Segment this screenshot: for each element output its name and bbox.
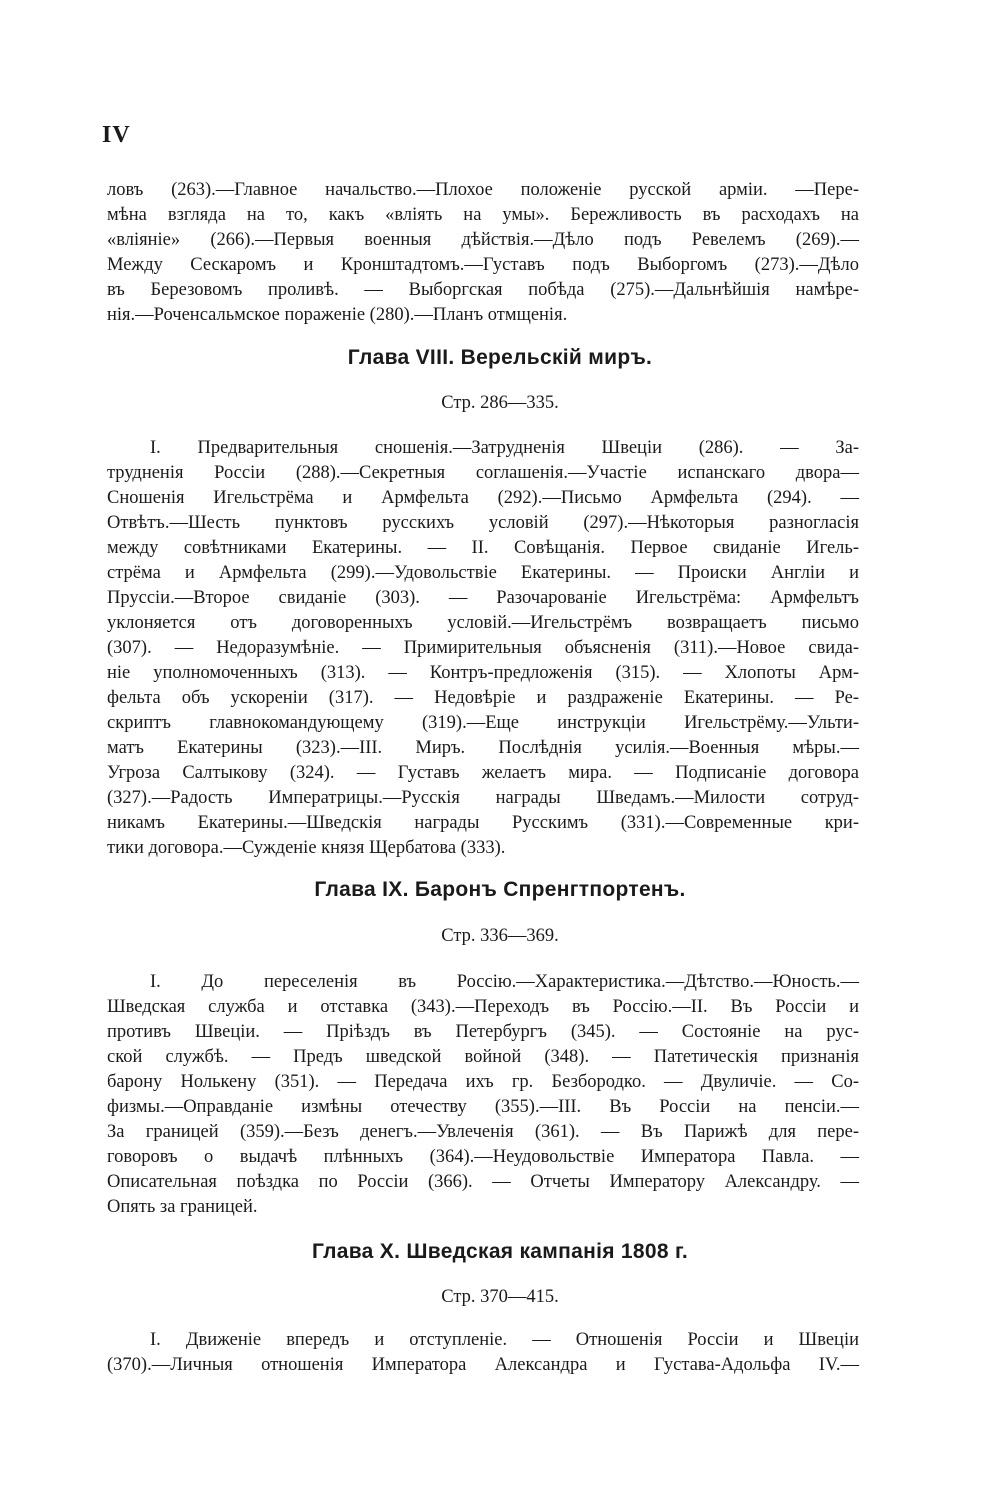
text-line: (307). — Недоразумѣніе. — Примирительныя объясненія (311).—Новое свида- <box>107 638 859 658</box>
text-line: (327).—Радость Императрицы.—Русскія награды Шведамъ.—Милости сотруд- <box>107 788 859 808</box>
text-line: въ Березовомъ проливѣ. — Выборгская побѣда (275).—Дальнѣйшія намѣре- <box>107 280 859 300</box>
text-line: матъ Екатерины (323).—III. Миръ. Послѣднія усилія.—Военныя мѣры.— <box>107 738 859 758</box>
text-line: Опять за границей. <box>107 1197 258 1217</box>
text-line: стрёма и Армфельта (299).—Удовольствіе Екатерины. — Происки Англіи и <box>107 563 859 583</box>
chapter-9-pages: Стр. 336—369. <box>441 926 559 946</box>
text-line: барону Нолькену (351). — Передача ихъ гр. Безбородко. — Двуличіе. — Со- <box>107 1072 859 1092</box>
text-line: физмы.—Оправданіе измѣны отечеству (355).—III. Въ Россіи на пенсіи.— <box>107 1097 859 1117</box>
text-line: тики договора.—Сужденіе князя Щербатова (333). <box>107 838 506 858</box>
text-line: говоровъ о выдачѣ плѣнныхъ (364).—Неудовольствіе Императора Павла. — <box>107 1147 859 1167</box>
text-line: I. Движеніе впередъ и отступленіе. — Отношенія Россіи и Швеціи <box>150 1330 859 1350</box>
chapter-8-heading: Глава VIII. Верельскій миръ. <box>347 346 653 369</box>
text-line: Шведская служба и отставка (343).—Переходъ въ Россію.—II. Въ Россіи и <box>107 997 859 1017</box>
text-line: уклоняется отъ договоренныхъ условій.—Игельстрёмъ возвращаетъ письмо <box>107 613 859 633</box>
text-line: Отвѣтъ.—Шесть пунктовъ русскихъ условій (297).—Нѣкоторыя разногласія <box>107 513 859 533</box>
text-line: Описательная поѣздка по Россіи (366). — Отчеты Императору Александру. — <box>107 1172 859 1192</box>
text-line: Сношенія Игельстрёма и Армфельта (292).—Письмо Армфельта (294). — <box>107 488 859 508</box>
text-line: между совѣтниками Екатерины. — II. Совѣщанія. Первое свиданіе Игель- <box>107 538 859 558</box>
text-line: (370).—Личныя отношенія Императора Александра и Густава-Адольфа IV.— <box>107 1355 859 1375</box>
text-line: I. До переселенія въ Россію.—Характеристика.—Дѣтство.—Юность.— <box>150 972 859 992</box>
text-line: «вліяніе» (266).—Первыя военныя дѣйствія.—Дѣло подъ Ревелемъ (269).— <box>107 230 859 250</box>
chapter-8-pages: Стр. 286—335. <box>441 393 559 413</box>
text-line: Между Сескаромъ и Кронштадтомъ.—Густавъ подъ Выборгомъ (273).—Дѣло <box>107 255 859 275</box>
text-line: нія.—Роченсальмское пораженіе (280).—Планъ отмщенія. <box>107 305 568 325</box>
text-line: противъ Швеціи. — Пріѣздъ въ Петербургъ (345). — Состояніе на рус- <box>107 1022 859 1042</box>
text-line: фельта объ ускореніи (317). — Недовѣріе и раздраженіе Екатерины. — Ре- <box>107 688 859 708</box>
text-line: Угроза Салтыкову (324). — Густавъ желаетъ мира. — Подписаніе договора <box>107 763 859 783</box>
page-number: IV <box>102 122 131 148</box>
text-line: ніе уполномоченныхъ (313). — Контръ-предложенія (315). — Хлопоты Арм- <box>107 663 859 683</box>
text-line: никамъ Екатерины.—Шведскія награды Русскимъ (331).—Современные кри- <box>107 813 859 833</box>
text-line: ской службѣ. — Предъ шведской войной (348). — Патетическія признанія <box>107 1047 859 1067</box>
chapter-9-heading: Глава IX. Баронъ Спренгтпортенъ. <box>314 878 686 901</box>
text-line: мѣна взгляда на то, какъ «влiять на умы». Бережливость въ расходахъ на <box>107 205 859 225</box>
text-line: I. Предварительныя сношенія.—Затрудненія Швеціи (286). — За- <box>150 438 859 458</box>
text-line: ловъ (263).—Главное начальство.—Плохое положеніе русской арміи. —Пере- <box>107 180 859 200</box>
text-line: Пруссіи.—Второе свиданіе (303). — Разочарованіе Игельстрёма: Армфельтъ <box>107 588 859 608</box>
chapter-10-pages: Стр. 370—415. <box>441 1287 559 1307</box>
text-line: трудненія Россіи (288).—Секретныя соглашенія.—Участіе испанскаго двора— <box>107 463 859 483</box>
text-line: За границей (359).—Безъ денегъ.—Увлеченія (361). — Въ Парижѣ для пере- <box>107 1122 859 1142</box>
chapter-10-heading: Глава X. Шведская кампанія 1808 г. <box>311 1240 689 1263</box>
text-line: скриптъ главнокомандующему (319).—Еще инструкціи Игельстрёму.—Ульти- <box>107 713 859 733</box>
